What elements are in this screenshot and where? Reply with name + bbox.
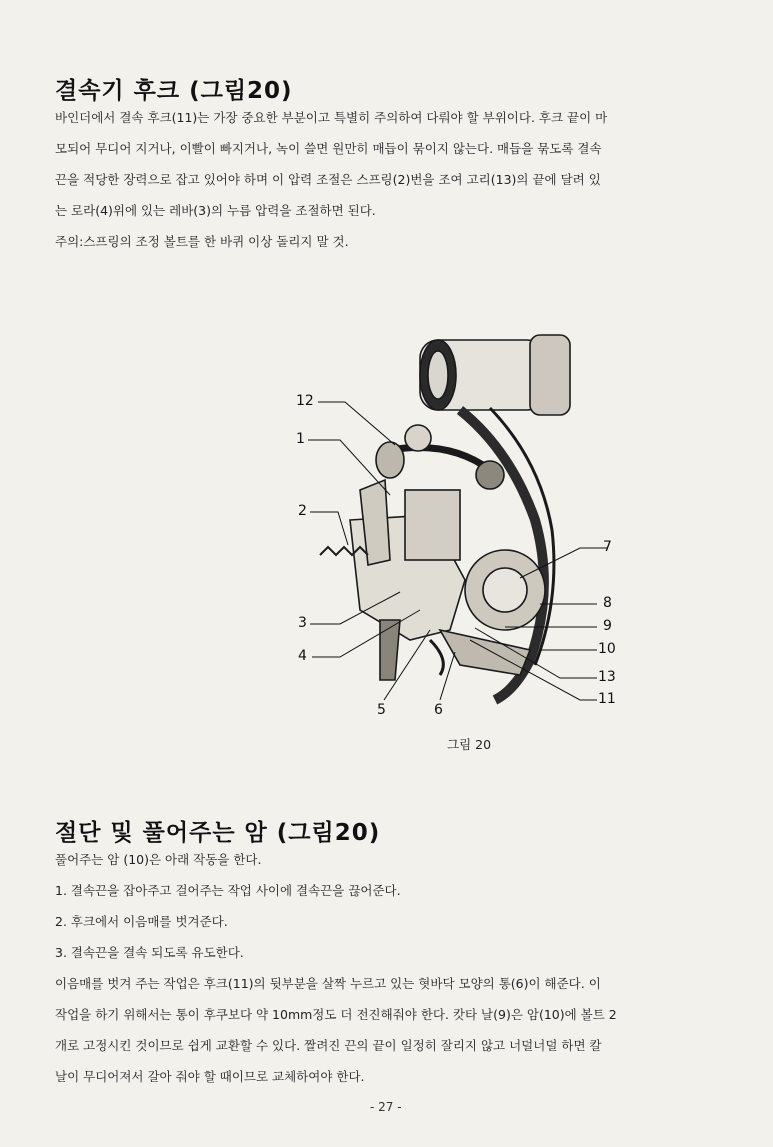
callout-7: 7 [603,539,612,555]
list-item: 2. 후크에서 이음매를 벗겨준다. [55,914,228,929]
paragraph-line: 작업을 하기 위해서는 통이 후쿠보다 약 10mm정도 더 전진해줘야 한다. 캇타 날(9)은 암(10)에 볼트 2 [55,1007,617,1022]
callout-4: 4 [298,648,307,664]
list-item: 3. 결속끈을 결속 되도록 유도한다. [55,945,244,960]
callout-6: 6 [434,702,443,718]
cutting-arm-paragraph [55,844,723,1092]
callout-11: 11 [598,691,616,707]
paragraph-line: 날이 무디어져서 갈아 줘야 할 때이므로 교체하여야 한다. [55,1069,365,1084]
figure-caption: 그림 20 [447,737,492,752]
paragraph-line: 바인더에서 결속 후크(11)는 가장 중요한 부분이고 특별히 주의하여 다뤄야 할 부위이다. 후크 끝이 마 [55,110,608,125]
page-number: - 27 - [370,1100,402,1114]
callout-5: 5 [377,702,386,718]
paragraph-line: 는 로라(4)위에 있는 레바(3)의 누름 압력을 조절하면 된다. [55,203,376,218]
callout-13: 13 [598,669,616,685]
callout-1: 1 [296,431,305,447]
paragraph-line: 개로 고정시킨 것이므로 쉽게 교환할 수 있다. 짤려진 끈의 끝이 일정히 잘리지 않고 너덜너덜 하면 칼 [55,1038,602,1053]
callout-12: 12 [296,393,314,409]
section-title-cutting-arm: 절단 및 풀어주는 암 (그림20) [55,820,381,846]
paragraph-line: 모되어 무디어 지거나, 이빨이 빠지거나, 녹이 쓸면 원만히 매듭이 묶이지 않는다. 매듭을 묶도록 결속 [55,141,602,156]
section-title-knotter-hook: 결속기 후크 (그림20) [55,78,293,104]
callout-8: 8 [603,595,612,611]
paragraph-line: 끈을 적당한 장력으로 잡고 있어야 하며 이 압력 조절은 스프링(2)번을 조여 고리(13)의 끝에 달려 있 [55,172,601,187]
callout-3: 3 [298,615,307,631]
callout-10: 10 [598,641,616,657]
caution-note: 주의:스프링의 조정 볼트를 한 바퀴 이상 돌리지 말 것. [55,234,349,249]
callout-2: 2 [298,503,307,519]
paragraph-line: 이음매를 벗겨 주는 작업은 후크(11)의 뒷부분을 살짝 누르고 있는 혓바닥 모양의 통(6)이 해준다. 이 [55,976,601,991]
paragraph-line: 풀어주는 암 (10)은 아래 작동을 한다. [55,852,262,867]
list-item: 1. 결속끈을 잡아주고 걸어주는 작업 사이에 결속끈을 끊어준다. [55,883,401,898]
callout-9: 9 [603,618,612,634]
